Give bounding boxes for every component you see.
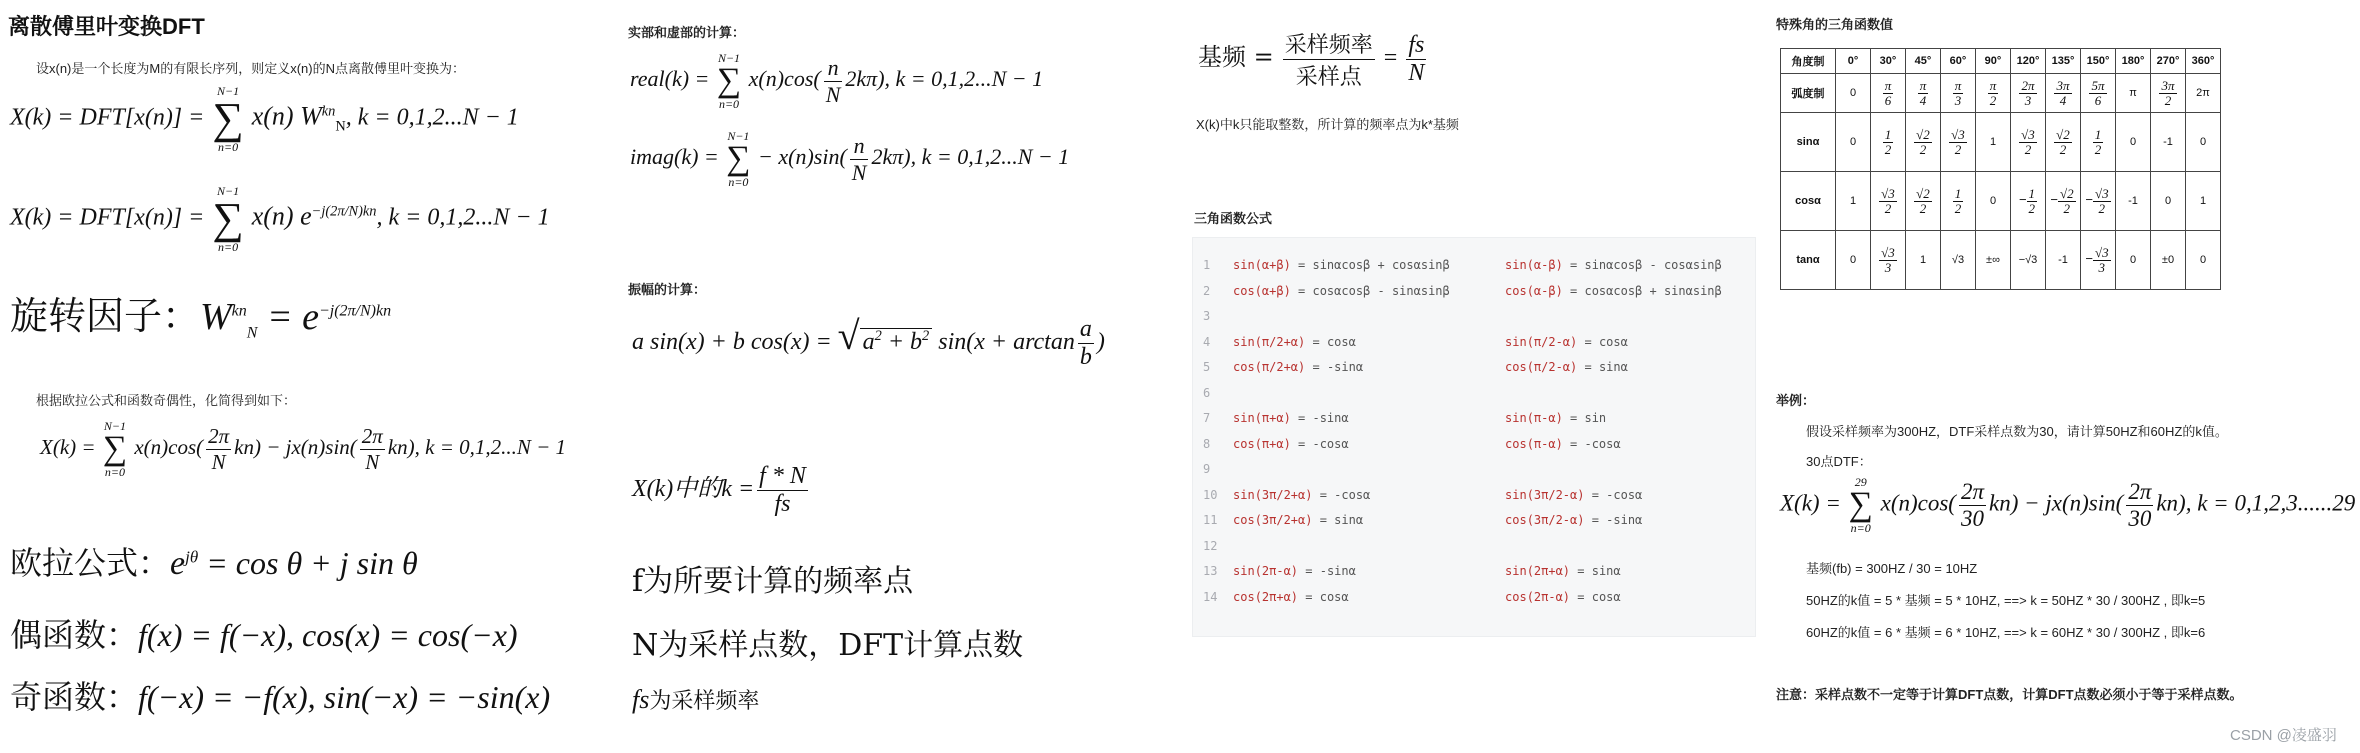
trig-table-cell: $\frac{\pi}{4}$ xyxy=(1906,74,1941,113)
code-line-text: sin(π-α) = sin xyxy=(1505,411,1607,425)
trig-table-row xyxy=(1781,74,2221,113)
trig-table-cell: 150° xyxy=(2081,49,2116,74)
trig-table-cell: $\frac{2\pi}{3}$ xyxy=(2011,74,2046,113)
code-line-number: 3 xyxy=(1203,309,1211,323)
trig-table-cell: 45° xyxy=(1906,49,1941,74)
trig-table-cell: $\frac{3\pi}{4}$ xyxy=(2046,74,2081,113)
dft-point-note: 注意：采样点数不一定等于计算DFT点数，计算DFT点数必须小于等于采样点数。 xyxy=(1776,687,2243,702)
trig-table-cell: 270° xyxy=(2151,49,2186,74)
code-line-text: sin(π/2+α) = cosα xyxy=(1233,334,1356,349)
code-line-text: cos(π/2+α) = -sinα xyxy=(1233,360,1364,374)
euler-formula: 欧拉公式：$e^{j\theta} = \cos \theta + j$ sin θ xyxy=(10,544,418,582)
trig-table-cell: 0 xyxy=(2116,231,2151,290)
example-title: 举例： xyxy=(1776,393,1816,408)
note-fs: fs为采样频率 xyxy=(632,685,760,714)
trig-table-cell: − $\frac{√3}{2}$ xyxy=(2081,172,2116,231)
trig-table-cell: $\frac{3\pi}{2}$ xyxy=(2151,74,2186,113)
trig-code-block xyxy=(1192,237,1756,637)
trig-table-cell: 120° xyxy=(2011,49,2046,74)
trig-table-cell: π xyxy=(2116,74,2151,113)
trig-table-cell: 0 xyxy=(1836,74,1871,113)
code-line-text: cos(π/2-α) = sinα xyxy=(1505,360,1628,374)
code-line-number: 8 xyxy=(1203,436,1211,451)
even-function: 偶函数：f(x) = f(−x), cos(x) = cos(−x) xyxy=(10,616,518,654)
code-line-text: cos(π+α) = -cosα xyxy=(1233,436,1349,451)
amplitude-title: 振幅的计算： xyxy=(628,282,707,297)
trig-table-cell: 2π xyxy=(2186,74,2221,113)
code-line-text: sin(π/2-α) = cosα xyxy=(1505,334,1628,349)
trig-table-cell: $\frac{√3}{2}$ xyxy=(1871,172,1906,231)
trig-table-row-label: 角度制 xyxy=(1781,49,1836,74)
trig-table-cell: $\frac{1}{2}$ xyxy=(1871,113,1906,172)
calc-base: 基频(fb) = 300HZ / 30 = 10HZ xyxy=(1806,561,1978,576)
trig-table-cell: $\frac{\pi}{6}$ xyxy=(1871,74,1906,113)
code-line-number: 11 xyxy=(1203,513,1218,527)
code-line-number: 6 xyxy=(1203,385,1211,400)
trig-table-cell: ±∞ xyxy=(1976,231,2011,290)
real-part-eq: real(k) = N−1 ∑ n=0 x(n)cos( $\frac{n}{N}$ 2kπ), k = 0,1,2...N − 1 xyxy=(630,51,1044,111)
k-formula: X(k)中的k = $\frac{f * N}{fs}$ xyxy=(632,463,806,517)
trig-table-cell: -1 xyxy=(2046,231,2081,290)
trig-table-cell: √3 xyxy=(1941,231,1976,290)
base-frequency-eq: 基频 = $\frac{\text{采样频率}}{\text{采样点}}$ = $\frac{fs}{N}$ xyxy=(1198,28,1429,91)
code-line-text: sin(π+α) = -sinα xyxy=(1233,411,1349,425)
trig-table-row-label: sinα xyxy=(1781,113,1836,172)
example-30-eq: X(k) = 29 ∑ n=0 x(n)cos( $\frac{2\pi}{30}$ kn) − jx(n)sin( $\frac{2\pi}{30}$ kn), k = 0,1,2,3......29 xyxy=(1780,475,2356,535)
trig-table-cell: 1 xyxy=(1836,172,1871,231)
code-line-text: sin(2π+α) = sinα xyxy=(1505,564,1621,578)
trig-table-row xyxy=(1781,113,2221,172)
trig-table-cell: $\frac{√2}{2}$ xyxy=(1906,113,1941,172)
trig-table-row xyxy=(1781,231,2221,290)
special-angle-table xyxy=(1780,48,2221,290)
trig-table-cell: 0 xyxy=(2151,172,2186,231)
note-f: f为所要计算的频率点 xyxy=(632,564,914,599)
trig-table-cell: 1 xyxy=(1976,113,2011,172)
twiddle-factor: 旋转因子：$W^{kn}_N = e^{-j(2\pi/N)kn}$ xyxy=(10,294,392,342)
trig-table-cell: $\frac{1}{2}$ xyxy=(1941,172,1976,231)
trig-table-cell: $\frac{√3}{2}$ xyxy=(2011,113,2046,172)
code-line-text: sin(3π/2-α) = -cosα xyxy=(1505,487,1643,502)
code-line-text: sin(3π/2+α) = -cosα xyxy=(1233,487,1371,502)
trig-table-cell: $\frac{√2}{2}$ xyxy=(1906,172,1941,231)
code-line-text: cos(α-β) = cosαcosβ + sinαsinβ xyxy=(1505,283,1722,298)
code-line-text: cos(2π-α) = cosα xyxy=(1505,589,1621,604)
code-line-number: 2 xyxy=(1203,283,1211,298)
trig-table-cell: 135° xyxy=(2046,49,2081,74)
trig-table-cell: -1 xyxy=(2116,172,2151,231)
trig-table-cell: $\frac{√2}{2}$ xyxy=(2046,113,2081,172)
trig-table-cell: 0 xyxy=(2186,113,2221,172)
real-imag-title: 实部和虚部的计算： xyxy=(628,25,746,40)
example-desc: 假设采样频率为300HZ，DTF采样点数为30，请计算50HZ和60HZ的k值。 xyxy=(1806,424,2228,439)
euler-simplify-note: 根据欧拉公式和函数奇偶性，化简得到如下： xyxy=(36,393,297,408)
trig-table-row xyxy=(1781,172,2221,231)
code-line-text: cos(3π/2+α) = sinα xyxy=(1233,513,1364,527)
special-angle-title: 特殊角的三角函数值 xyxy=(1776,17,1894,32)
trig-table-cell: 360° xyxy=(2186,49,2221,74)
trig-table-cell: 30° xyxy=(1871,49,1906,74)
page-title: 离散傅里叶变换DFT xyxy=(8,14,205,39)
trig-table-cell: − $\frac{√3}{3}$ xyxy=(2081,231,2116,290)
trig-table-cell: $\frac{\pi}{2}$ xyxy=(1976,74,2011,113)
code-line-text: cos(2π+α) = cosα xyxy=(1233,589,1349,604)
code-line-number: 7 xyxy=(1203,411,1211,425)
code-line-text: sin(α+β) = sinαcosβ + cosαsinβ xyxy=(1233,258,1450,272)
code-line-text: sin(2π-α) = -sinα xyxy=(1233,564,1356,578)
code-line-number: 12 xyxy=(1203,538,1218,553)
code-line-number: 5 xyxy=(1203,360,1211,374)
dft-definition-w: X(k) = DFT[x(n)] = N−1 ∑ n=0 x(n) $W^{kn}_N$, k = 0,1,2...N − 1 xyxy=(10,84,519,154)
trig-table-cell: − $\frac{1}{2}$ xyxy=(2011,172,2046,231)
calc-50hz: 50HZ的k值 = 5 * 基频 = 5 * 10HZ, ==> k = 50HZ * 30 / 300HZ , 即k=5 xyxy=(1806,593,2206,608)
trig-table-cell: − $\frac{√2}{2}$ xyxy=(2046,172,2081,231)
watermark: CSDN @凌盛羽 xyxy=(2230,727,2337,744)
trig-table-cell: $\frac{5\pi}{6}$ xyxy=(2081,74,2116,113)
trig-table-cell: 0 xyxy=(1836,231,1871,290)
trig-table-cell: 180° xyxy=(2116,49,2151,74)
trig-table-cell: 1 xyxy=(1906,231,1941,290)
trig-table-cell: $\frac{1}{2}$ xyxy=(2081,113,2116,172)
code-line-number: 10 xyxy=(1203,487,1218,502)
trig-table-cell: 0 xyxy=(1976,172,2011,231)
code-line-text: cos(3π/2-α) = -sinα xyxy=(1505,513,1643,527)
trig-table-cell: $\frac{√3}{2}$ xyxy=(1941,113,1976,172)
example-30-label: 30点DTF： xyxy=(1806,454,1872,469)
code-line-number: 14 xyxy=(1203,589,1218,604)
trig-table-cell: 0° xyxy=(1836,49,1871,74)
dft-definition-exp: X(k) = DFT[x(n)] = N−1 ∑ n=0 x(n) $e^{-j(2\pi/N)kn}$, k = 0,1,2...N − 1 xyxy=(10,184,550,254)
imag-part-eq: imag(k) = N−1 ∑ n=0 − x(n)sin( $\frac{n}{N}$ 2kπ), k = 0,1,2...N − 1 xyxy=(630,129,1070,189)
code-line-number: 13 xyxy=(1203,564,1218,578)
k-integer-note: X(k)中k只能取整数，所计算的频率点为k*基频 xyxy=(1196,117,1459,132)
code-line-text: sin(α-β) = sinαcosβ - cosαsinβ xyxy=(1505,258,1722,272)
dft-expanded: X(k) = N−1 ∑ n=0 x(n)cos( $\frac{2\pi}{N}$ kn) − jx(n)sin( $\frac{2\pi}{N}$ kn), k = 0,1,2...N − 1 xyxy=(40,419,567,479)
dft-intro: 设x(n)是一个长度为M的有限长序列，则定义x(n)的N点离散傅里叶变换为： xyxy=(36,61,465,76)
trig-table-row-label: 弧度制 xyxy=(1781,74,1836,113)
calc-60hz: 60HZ的k值 = 6 * 基频 = 6 * 10HZ, ==> k = 60HZ * 30 / 300HZ , 即k=6 xyxy=(1806,625,2206,640)
trig-table-cell: −√3 xyxy=(2011,231,2046,290)
trig-table-cell: 60° xyxy=(1941,49,1976,74)
odd-function: 奇函数：f(−x) = −f(x), sin(−x) = −sin(x) xyxy=(10,678,551,716)
trig-table-cell: 0 xyxy=(1836,113,1871,172)
trig-table-cell: $\frac{\pi}{3}$ xyxy=(1941,74,1976,113)
trig-table-cell: 0 xyxy=(2116,113,2151,172)
trig-table-row-label: tanα xyxy=(1781,231,1836,290)
trig-formula-title: 三角函数公式 xyxy=(1194,211,1273,226)
trig-table-cell: ±0 xyxy=(2151,231,2186,290)
trig-table-row-label: cosα xyxy=(1781,172,1836,231)
code-line-number: 9 xyxy=(1203,462,1211,476)
trig-table-row xyxy=(1781,49,2221,74)
code-line-text: cos(α+β) = cosαcosβ - sinαsinβ xyxy=(1233,283,1450,298)
trig-table-cell: $\frac{√3}{3}$ xyxy=(1871,231,1906,290)
code-line-number: 1 xyxy=(1203,258,1211,272)
code-line-text: cos(π-α) = -cosα xyxy=(1505,436,1621,451)
trig-table-cell: 1 xyxy=(2186,172,2221,231)
trig-table-cell: 90° xyxy=(1976,49,2011,74)
note-N: N为采样点数，DFT计算点数 xyxy=(632,628,1024,663)
amplitude-eq: a sin(x) + b cos(x) = √ $a^2 + b^2$ sin(x + arctan $\frac{a}{b}$ ) xyxy=(632,313,1105,370)
trig-table-cell: -1 xyxy=(2151,113,2186,172)
trig-table-cell: 0 xyxy=(2186,231,2221,290)
code-line-number: 4 xyxy=(1203,334,1211,349)
